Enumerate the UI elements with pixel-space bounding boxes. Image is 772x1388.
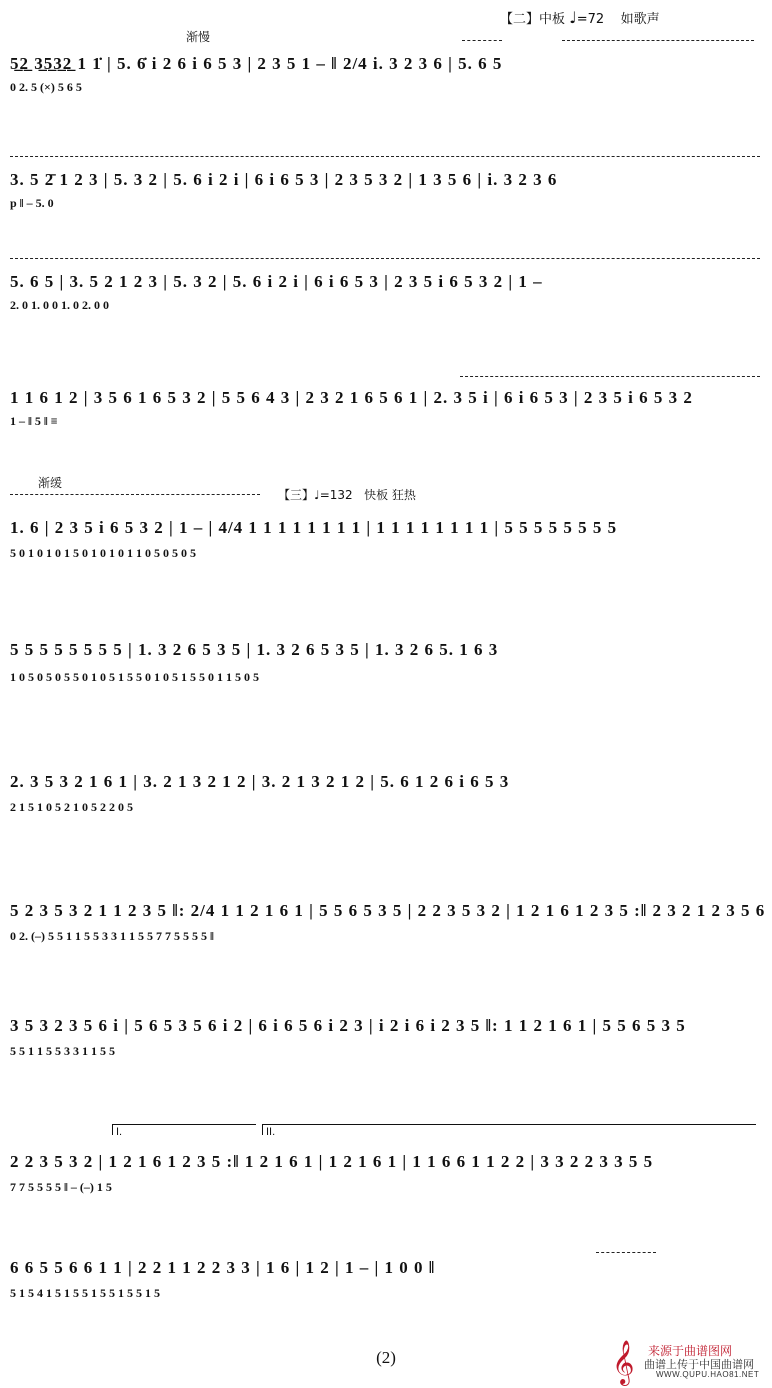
tempo-mark-rallentando: 渐缓 <box>38 476 63 490</box>
staff-row-8 <box>0 885 772 985</box>
extension-line <box>10 156 760 157</box>
notation-line: 1 1 6 1 2 | 3 5 6 1 6 5 3 2 | 5 5 6 4 3 | 2 3 2 1 6 5 6 1 | 2. 3 5 i | 6 i 6 5 3 | 2 3 5 i 6 5 3 2 <box>10 388 693 407</box>
page-number: (2) <box>376 1348 396 1367</box>
watermark-line-2: 曲谱上传于中国曲谱网 <box>644 1359 754 1371</box>
notation-line: 5 5 5 5 5 5 5 5 | 1. 3 2 6 5 3 5 | 1. 3 2 6 5 3 5 | 1. 3 2 6 5. 1 6 3 <box>10 640 499 659</box>
notation-line: 1. 6 | 2 3 5 i 6 5 3 2 | 1 – | 4/4 1 1 1 1 1 1 1 1 | 1 1 1 1 1 1 1 1 | 5 5 5 5 5 5 5 5 <box>10 518 618 537</box>
notation-line: 2. 3 5 3 2 1 6 1 | 3. 2 1 3 2 1 2 | 3. 2 1 3 2 1 2 | 5. 6 1 2 6 i 6 5 3 <box>10 772 510 791</box>
staff-row-9 <box>0 1000 772 1100</box>
watermark <box>612 1340 768 1384</box>
staff-row-6 <box>0 630 772 730</box>
extension-line <box>596 1252 656 1253</box>
accompaniment-line: 5 0 1 0 1 0 1 5 0 1 0 1 0 1 1 0 5 0 5 0 5 <box>10 546 196 560</box>
accompaniment-line: 1 0 5 0 5 0 5 5 0 1 0 5 1 5 5 0 1 0 5 1 5 5 0 1 1 5 0 5 <box>10 670 259 684</box>
staff-row-11 <box>0 1236 772 1336</box>
section-three-tempo: =132 <box>319 488 353 502</box>
accompaniment-line: 5 1 5 4 1 5 1 5 5 1 5 5 1 5 5 1 5 <box>10 1286 160 1300</box>
accompaniment-line: 0 2. (–) 5 5 1 1 5 5 3 3 1 1 5 5 7 7 5 5 5 5 ‖ <box>10 929 214 943</box>
volta-second-ending: II. <box>262 1124 756 1135</box>
staff-row-1 <box>0 20 772 120</box>
accompaniment-line: 7 7 5 5 5 5 ‖ – (–) 1 5 <box>10 1180 112 1194</box>
watermark-line-3: WWW.QUPU.HAO81.NET <box>656 1370 760 1379</box>
staff-row-5 <box>0 470 772 610</box>
notation-line: 6 6 5 5 6 6 1 1 | 2 2 1 1 2 2 3 3 | 1 6 | 1 2 | 1 – | 1 0 0 ‖ <box>10 1258 436 1277</box>
accompaniment-line: 1 – ‖ 5 ‖ ≡ <box>10 414 58 428</box>
staff-row-4 <box>0 370 772 460</box>
expression-mark: 如歌声 <box>620 12 660 27</box>
staff-row-3 <box>0 240 772 330</box>
tempo-value: =72 <box>576 12 605 27</box>
treble-clef-icon: 𝄞 <box>612 1340 635 1384</box>
section-three-header <box>278 486 416 503</box>
section-three-label: 【三】 <box>278 488 315 502</box>
accompaniment-line: 5 5 1 1 5 5 3 3 1 1 5 5 <box>10 1044 115 1058</box>
quarter-note-icon: ♩ <box>569 8 577 27</box>
staff-row-7 <box>0 760 772 860</box>
quarter-note-icon: ♩ <box>314 488 320 502</box>
tempo-mark-ritardando: 渐慢 <box>186 30 211 44</box>
notation-line: 3. 5 2̄ 1 2 3 | 5. 3 2 | 5. 6 i 2 i | 6 i 6 5 3 | 2 3 5 3 2 | 1 3 5 6 | i. 3 2 3 6 <box>10 170 558 189</box>
notation-line: 5. 6 5 | 3. 5 2 1 2 3 | 5. 3 2 | 5. 6 i 2 i | 6 i 6 5 3 | 2 3 5 i 6 5 3 2 | 1 – <box>10 272 543 291</box>
extension-line <box>10 258 760 259</box>
staff-row-10 <box>0 1118 772 1228</box>
section-three-expression: 快板 狂热 <box>364 488 416 502</box>
volta-first-ending: I. <box>112 1124 256 1135</box>
accompaniment-line: 2 1 5 1 0 5 2 1 0 5 2 2 0 5 <box>10 800 133 814</box>
accompaniment-line: 0 2. 5 (×) 5 6 5 <box>10 80 82 94</box>
notation-line: 3 5 3 2 3 5 6 i | 5 6 5 3 5 6 i 2 | 6 i 6 5 6 i 2 3 | i 2 i 6 i 2 3 5 ‖: 1 1 2 1 6 1 | 5 5 6 5 3 5 <box>10 1016 686 1035</box>
extension-line <box>10 494 260 495</box>
watermark-line-1: 来源于曲谱图网 <box>648 1344 733 1358</box>
extension-line <box>460 376 760 377</box>
accompaniment-line: p ‖ – 5. 0 <box>10 196 54 210</box>
section-two-label: 【二】中板 <box>500 12 566 27</box>
accompaniment-line: 2. 0 1. 0 0 1. 0 2. 0 0 <box>10 298 109 312</box>
extension-line <box>562 40 754 41</box>
fermata-line <box>462 40 502 41</box>
notation-line: 5̲2̲ 3̲5̲3̲2̲ 1 1̇ | 5. 6̇ i 2 6 i 6 5 3 | 2 3 5 1 – ‖ 2/4 i. 3 2 3 6 | 5. 6 5 <box>10 54 503 73</box>
notation-line: 5 2 3 5 3 2 1 1 2 3 5 ‖: 2/4 1 1 2 1 6 1 | 5 5 6 5 3 5 | 2 2 3 5 3 2 | 1 2 1 6 1 2 3 5 :‖ 2 3 2 1 2 3 5 6 <box>10 901 766 920</box>
staff-row-2 <box>0 130 772 220</box>
notation-line: 2 2 3 5 3 2 | 1 2 1 6 1 2 3 5 :‖ 1 2 1 6 1 | 1 2 1 6 1 | 1 1 6 6 1 1 2 2 | 3 3 2 2 3 3 5 5 <box>10 1152 654 1171</box>
